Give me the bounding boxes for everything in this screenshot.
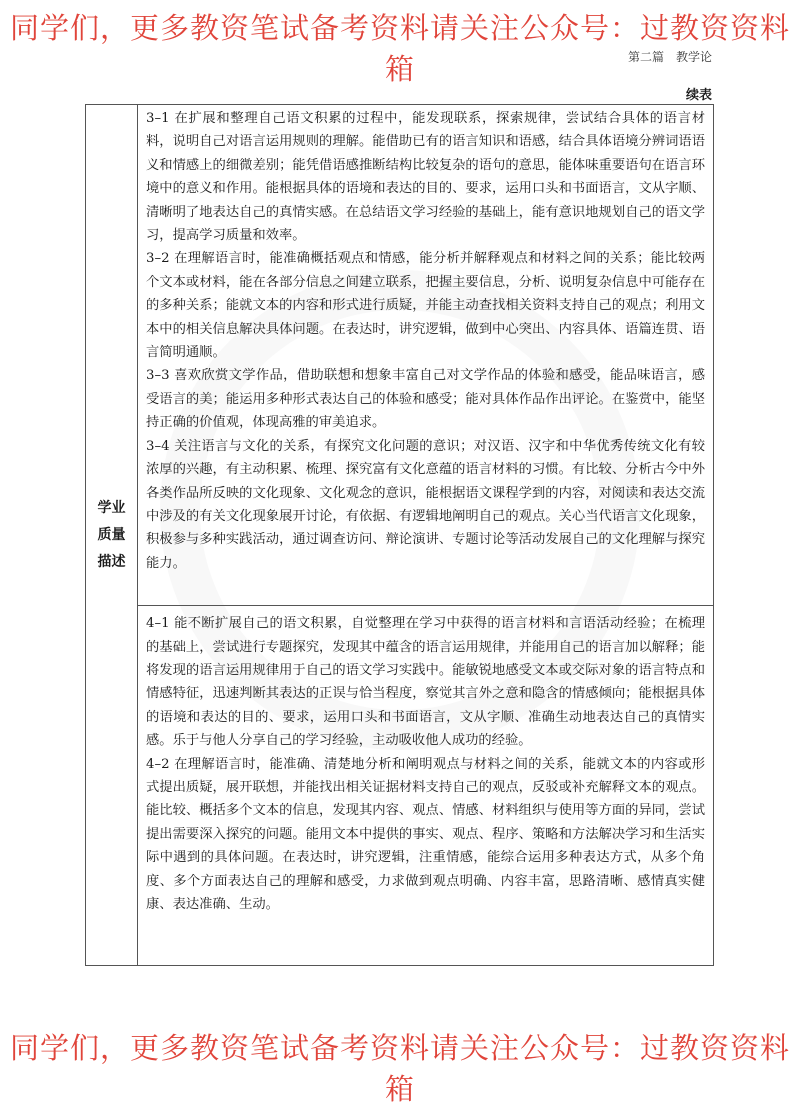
paragraph-3-1: 3–1 在扩展和整理自己语文积累的过程中，能发现联系，探索规律，尝试结合具体的语言材料，说明自己对语言运用规则的理解。能借助已有的语言知识和语感，结合具体语境分辨词语语义和情感上的细微差别；能凭借语感推断结构比较复杂的语句的意思，能体味重要语句在语言环境中的意义和作用。能根据具体的语境和表达的目的、要求，运用口头和书面语言，文从字顺、清晰明了地表达自己的真情实感。在总结语文学习经验的基础上，能有意识地规划自己的语文学习，提高学习质量和效率。 xyxy=(146,111,705,244)
quality-description-table xyxy=(85,104,714,966)
row-label-cell xyxy=(86,105,138,966)
paragraph-3-3: 3–3 喜欢欣赏文学作品，借助联想和想象丰富自己对文学作品的体验和感受，能品味语言，感受语言的美；能运用多种形式表达自己的体验和感受；能对具体作品作出评论。在鉴赏中，能坚持正确的价值观，体现高雅的审美追求。 xyxy=(146,368,705,431)
table-row xyxy=(86,105,714,606)
paragraph-3-2: 3–2 在理解语言时，能准确概括观点和情感，能分析并解释观点和材料之间的关系；能比较两个文本或材料，能在各部分信息之间建立联系，把握主要信息，分析、说明复杂信息中可能存在的多种关系；能就文本的内容和形式进行质疑，并能主动查找相关资料支持自己的观点；利用文本中的相关信息解决具体问题。在表达时，讲究逻辑，做到中心突出、内容具体、语篇连贯、语言简明通顺。 xyxy=(146,251,705,361)
level-4-cell xyxy=(138,606,714,966)
paragraph-3-4: 3–4 关注语言与文化的关系，有探究文化问题的意识；对汉语、汉字和中华优秀传统文化有较浓厚的兴趣，有主动积累、梳理、探究富有文化意蕴的语言材料的习惯。有比较、分析古今中外各类作品所反映的文化现象、文化观念的意识，能根据语文课程学到的内容，对阅读和表达交流中涉及的有关文化现象展开讨论，有依据、有逻辑地阐明自己的观点。关心当代语言文化现象，积极参与多种实践活动，通过调查访问、辩论演讲、专题讨论等活动发展自己的文化理解与探究能力。 xyxy=(146,438,705,571)
row-label-line: 学业 xyxy=(97,499,126,516)
level-3-cell xyxy=(138,105,714,606)
paragraph-4-2: 4–2 在理解语言时，能准确、清楚地分析和阐明观点与材料之间的关系，能就文本的内容或形式提出质疑，展开联想，并能找出相关证据材料支持自己的观点，反驳或补充解释文本的观点。能比较、概括多个文本的信息，发现其内容、观点、情感、材料组织与使用等方面的异同，尝试提出需要深入探究的问题。能用文本中提供的事实、观点、程序、策略和方法解决学习和生活实际中遇到的具体问题。在表达时，讲究逻辑，注重情感，能综合运用多种表达方式，从多个角度、多个方面表达自己的理解和感受，力求做到观点明确、内容丰富，思路清晰、感情真实健康、表达准确、生动。 xyxy=(146,756,705,913)
continued-label: 续表 xyxy=(685,88,712,103)
table-row xyxy=(86,606,714,966)
row-label-line: 质量 xyxy=(97,526,126,543)
row-label-line: 描述 xyxy=(97,553,126,570)
paragraph-4-1: 4–1 能不断扩展自己的语文积累，自觉整理在学习中获得的语言材料和言语活动经验；在梳理的基础上，尝试进行专题探究，发现其中蕴含的语言运用规律，并能用自己的语言加以解释；能将发现的语言运用规律用于自己的语文学习实践中。能敏锐地感受文本或交际对象的语言特点和情感特征，迅速判断其表达的正误与恰当程度，察觉其言外之意和隐含的情感倾向；能根据具体的语境和表达的目的、要求，运用口头和书面语言，文从字顺、准确生动地表达自己的真情实感。乐于与他人分享自己的学习经验，主动吸收他人成功的经验。 xyxy=(146,616,705,749)
promo-banner-top: 同学们，更多教资笔试备考资料请关注公众号：过教资资料箱 xyxy=(9,11,790,86)
promo-banner-bottom: 同学们，更多教资笔试备考资料请关注公众号：过教资资料箱 xyxy=(9,1031,790,1106)
running-header: 第二篇 教学论 xyxy=(627,50,712,64)
